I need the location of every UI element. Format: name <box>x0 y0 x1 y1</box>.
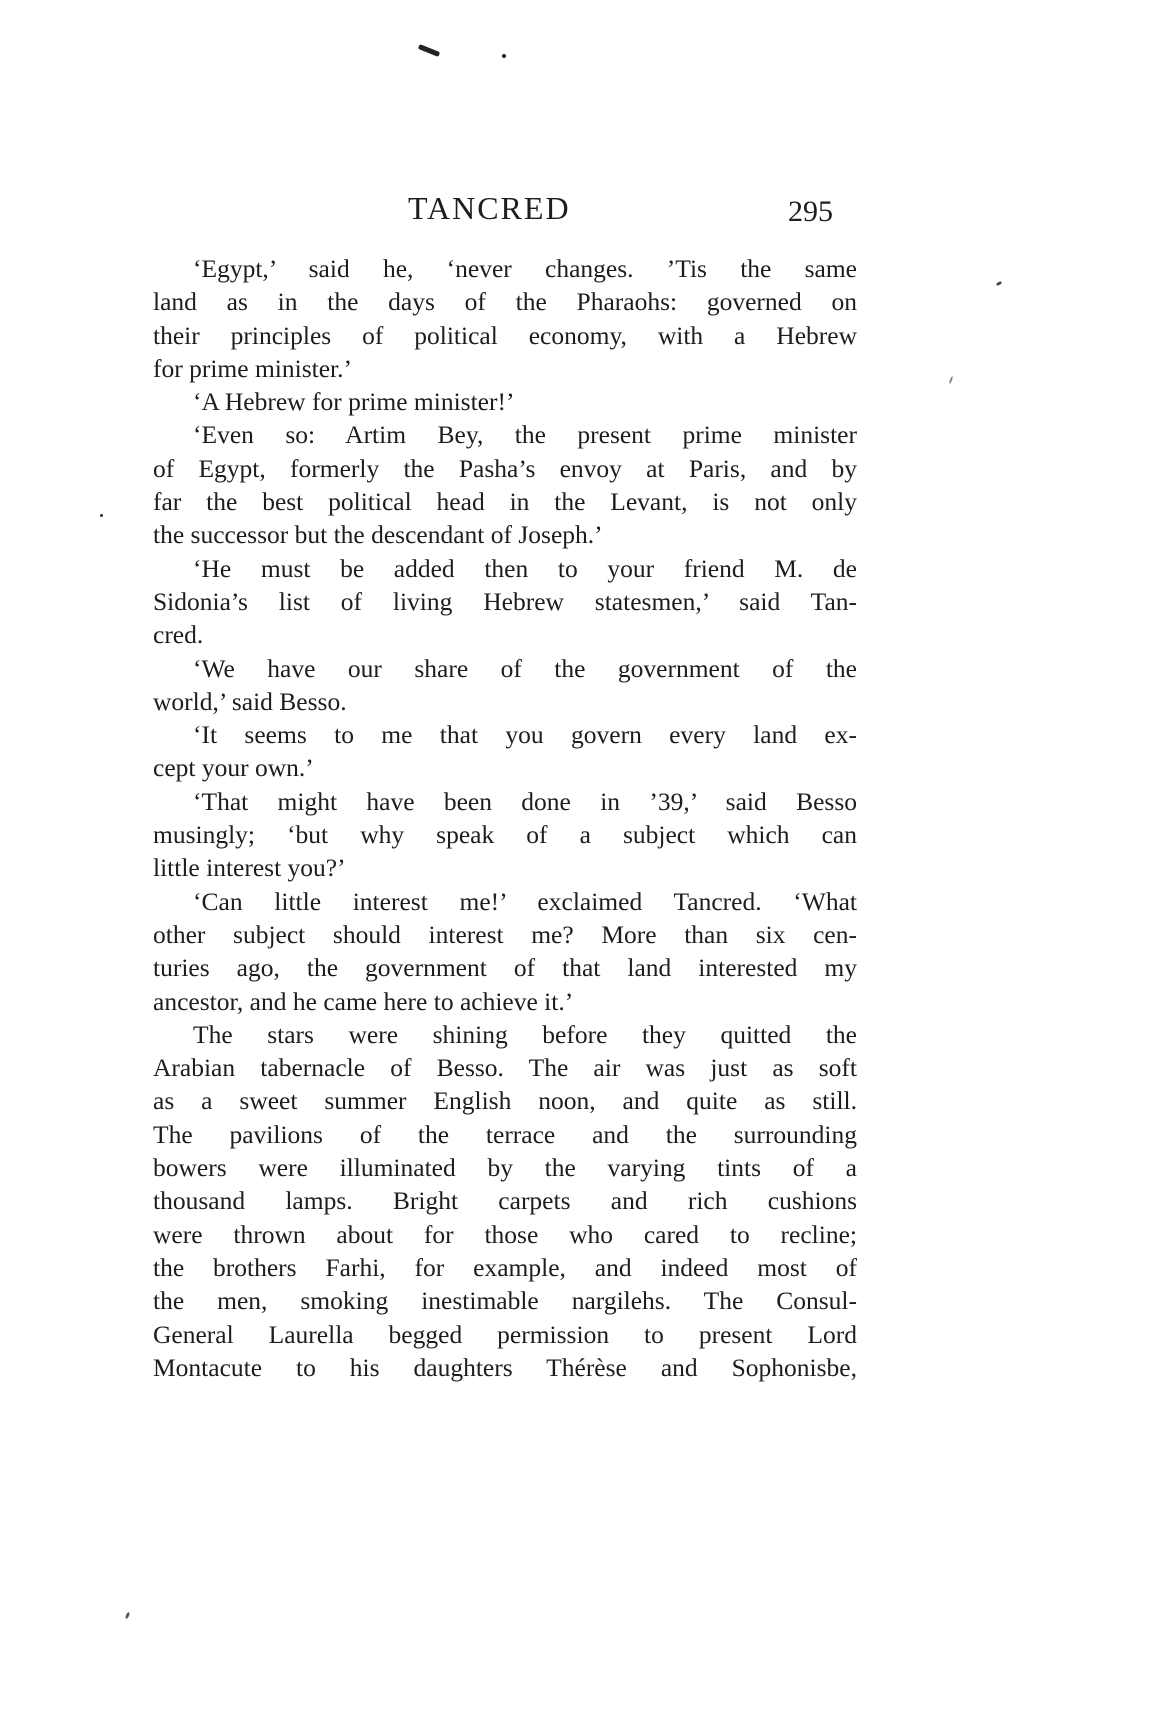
text-line: little interest you?’ <box>153 853 346 883</box>
text-line: The pavilions of the terrace and the surrounding <box>153 1119 857 1149</box>
body-text <box>153 252 857 1384</box>
page-number: 295 <box>788 195 833 228</box>
text-line: ancestor, and he came here to achieve it.’ <box>153 986 574 1016</box>
text-line: as a sweet summer English noon, and quite as still. <box>153 1086 857 1116</box>
text-line: The stars were shining before they quitted the <box>193 1019 857 1049</box>
text-line: musingly; ‘but why speak of a subject which can <box>153 820 857 850</box>
text-line: of Egypt, formerly the Pasha’s envoy at Paris, and by <box>153 453 857 483</box>
text-line: the men, smoking inestimable nargilehs. The Consul- <box>153 1286 857 1316</box>
text-line: land as in the days of the Pharaohs: governed on <box>153 287 857 317</box>
paper-speck <box>100 514 103 517</box>
text-line: ‘Even so: Artim Bey, the present prime minister <box>193 420 857 450</box>
text-line: world,’ said Besso. <box>153 686 347 716</box>
text-line: for prime minister.’ <box>153 353 352 383</box>
text-line: the successor but the descendant of Joseph.’ <box>153 520 603 550</box>
text-line: turies ago, the government of that land interested my <box>153 953 857 983</box>
paper-speck <box>125 1612 131 1620</box>
text-line: Montacute to his daughters Thérèse and Sophonisbe, <box>153 1352 857 1382</box>
text-line: ‘It seems to me that you govern every land ex- <box>193 720 857 750</box>
ink-mark <box>418 44 440 57</box>
text-line: ‘He must be added then to your friend M. de <box>193 553 857 583</box>
running-title: TANCRED <box>408 190 571 226</box>
text-line: cred. <box>153 620 204 650</box>
text-line: the brothers Farhi, for example, and indeed most of <box>153 1252 857 1282</box>
text-line: thousand lamps. Bright carpets and rich cushions <box>153 1186 857 1216</box>
ink-dot <box>502 54 506 58</box>
text-line: far the best political head in the Levant, is not only <box>153 487 857 517</box>
text-line: cept your own.’ <box>153 753 314 783</box>
text-line: ‘That might have been done in ’39,’ said Besso <box>193 786 857 816</box>
text-line: were thrown about for those who cared to recline; <box>153 1219 857 1249</box>
paper-speck <box>949 376 954 384</box>
text-line: Sidonia’s list of living Hebrew statesmen,’ said Tan- <box>153 586 857 616</box>
text-line: General Laurella begged permission to present Lord <box>153 1319 857 1349</box>
text-line: ‘A Hebrew for prime minister!’ <box>193 387 515 417</box>
text-line: Arabian tabernacle of Besso. The air was just as soft <box>153 1053 857 1083</box>
text-line: ‘Can little interest me!’ exclaimed Tancred. ‘What <box>193 886 857 916</box>
text-line: other subject should interest me? More than six cen- <box>153 919 857 949</box>
text-line: ‘Egypt,’ said he, ‘never changes. ’Tis the same <box>193 254 857 283</box>
paper-speck <box>996 281 1003 287</box>
text-line: their principles of political economy, with a Hebrew <box>153 320 857 350</box>
text-line: bowers were illuminated by the varying tints of a <box>153 1153 857 1183</box>
text-line: ‘We have our share of the government of the <box>193 653 857 683</box>
